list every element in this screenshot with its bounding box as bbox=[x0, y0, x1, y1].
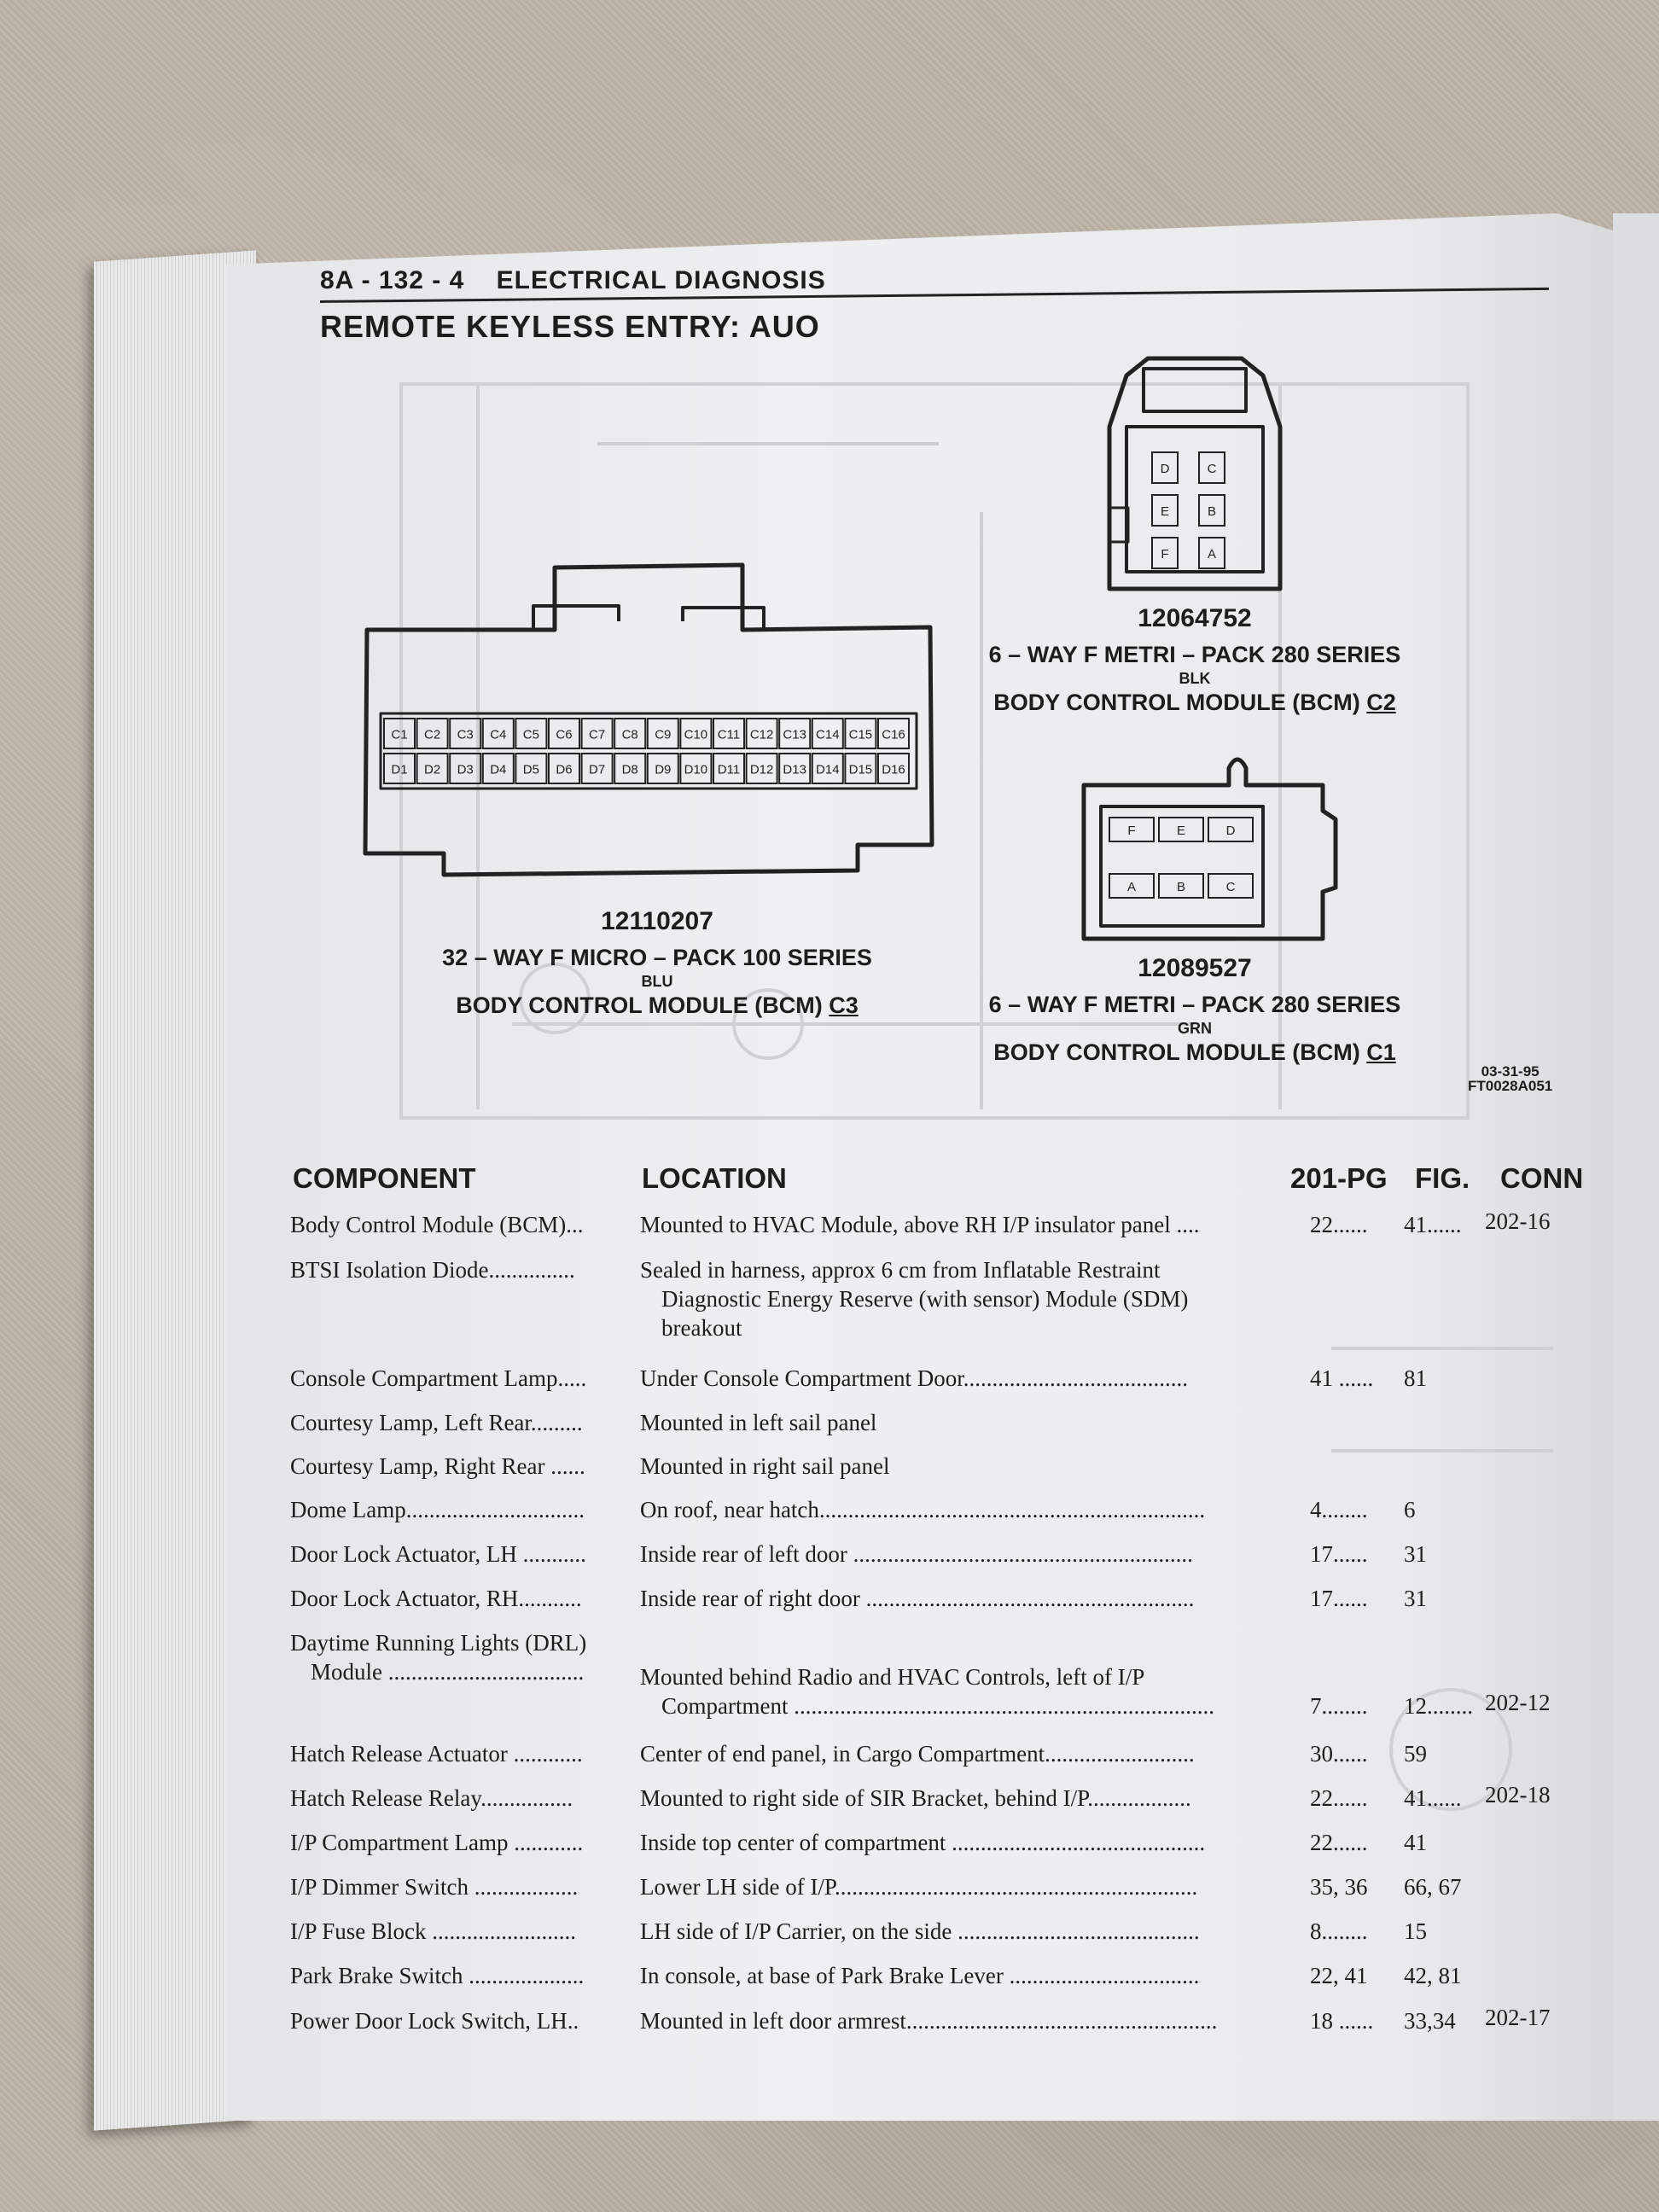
fig-cell: 15 bbox=[1404, 1918, 1427, 1944]
location-cell-cont: Compartment ......................................................................... bbox=[661, 1693, 1214, 1719]
fig-cell: 33,34 bbox=[1404, 2008, 1456, 2034]
c1-conn: C1 bbox=[1366, 1039, 1396, 1065]
location-cell-cont: breakout bbox=[661, 1315, 742, 1341]
c3-pin-bottom: D9 bbox=[655, 762, 672, 777]
c1-pin-top: D bbox=[1225, 824, 1236, 838]
c2-conn: C2 bbox=[1366, 690, 1396, 715]
component-cell: Park Brake Switch .................... bbox=[290, 1963, 585, 1988]
conn-cell: 202-17 bbox=[1485, 2005, 1551, 2030]
c3-pin-bottom: D16 bbox=[882, 762, 905, 777]
page-cell: 30...... bbox=[1310, 1741, 1368, 1767]
page-cell: 17...... bbox=[1310, 1541, 1368, 1567]
fig-cell: 59 bbox=[1404, 1741, 1427, 1767]
c3-pin-bottom: D5 bbox=[522, 762, 539, 777]
c3-bcm: BODY CONTROL MODULE (BCM) bbox=[456, 992, 823, 1018]
c3-pin-top: C4 bbox=[490, 727, 507, 742]
figure-date-code bbox=[1468, 1064, 1552, 1093]
c1-pin-top: F bbox=[1127, 824, 1136, 838]
page-cell: 35, 36 bbox=[1310, 1874, 1368, 1900]
location-cell: LH side of I/P Carrier, on the side .......................................... bbox=[640, 1918, 1200, 1944]
component-cell: Daytime Running Lights (DRL) bbox=[290, 1630, 587, 1656]
c3-pin-bottom: D6 bbox=[556, 762, 573, 777]
c3-pin-bottom: D12 bbox=[749, 762, 774, 777]
conn-cell: 202-12 bbox=[1485, 1690, 1551, 1715]
c3-color: BLU bbox=[641, 973, 673, 990]
component-cell: Dome Lamp............................... bbox=[290, 1497, 585, 1522]
location-cell: Inside rear of right door ......................................................... bbox=[640, 1586, 1195, 1611]
page-cell: 22...... bbox=[1310, 1830, 1368, 1855]
c3-pin-top: C13 bbox=[783, 727, 806, 742]
c1-color: GRN bbox=[1178, 1020, 1212, 1037]
conn-cell: 202-18 bbox=[1485, 1782, 1551, 1807]
location-cell: Mounted to right side of SIR Bracket, behind I/P.................. bbox=[640, 1785, 1191, 1811]
c1-connector-drawing bbox=[1084, 760, 1336, 939]
component-cell: I/P Dimmer Switch .................. bbox=[290, 1874, 579, 1900]
location-cell: Mounted behind Radio and HVAC Controls, left of I/P bbox=[640, 1664, 1145, 1690]
col-header-pg: 201-PG bbox=[1290, 1162, 1388, 1194]
c3-pin-top: C9 bbox=[655, 727, 672, 742]
c3-pin-top: C10 bbox=[684, 727, 708, 742]
c3-pin-top: C14 bbox=[816, 727, 840, 742]
c3-pin-bottom: D3 bbox=[457, 762, 474, 777]
c3-pin-bottom: D4 bbox=[490, 762, 507, 777]
location-cell: Mounted in left door armrest...................................................... bbox=[640, 2008, 1218, 2034]
date-code-date: 03-31-95 bbox=[1481, 1063, 1540, 1080]
col-header-conn: CONN bbox=[1500, 1162, 1584, 1194]
c1-pin-bottom: A bbox=[1126, 880, 1137, 894]
c2-pin: E bbox=[1160, 504, 1170, 519]
page-cell: 18 ...... bbox=[1310, 2008, 1374, 2034]
page-cell: 4........ bbox=[1310, 1497, 1368, 1522]
location-cell: Lower LH side of I/P............................................................... bbox=[640, 1874, 1198, 1900]
c3-pin-bottom: D1 bbox=[391, 762, 408, 777]
c2-label bbox=[981, 604, 1408, 716]
page-cell: 41 ...... bbox=[1310, 1365, 1374, 1391]
location-cell: Mounted in left sail panel bbox=[640, 1410, 877, 1435]
c3-pin-bottom: D10 bbox=[684, 762, 708, 777]
c3-pin-top: C11 bbox=[717, 727, 741, 742]
conn-cell: 202-16 bbox=[1485, 1208, 1551, 1234]
c3-pin-bottom: D15 bbox=[848, 762, 873, 777]
component-cell: Hatch Release Actuator ............ bbox=[290, 1741, 583, 1767]
c1-bcm: BODY CONTROL MODULE (BCM) bbox=[993, 1039, 1360, 1065]
c2-part-number: 12064752 bbox=[1138, 604, 1252, 632]
c2-pin: D bbox=[1160, 462, 1170, 476]
c2-pin: B bbox=[1207, 504, 1217, 519]
location-cell: Mounted in right sail panel bbox=[640, 1453, 890, 1479]
c3-conn: C3 bbox=[829, 992, 859, 1018]
col-header-fig: FIG. bbox=[1415, 1162, 1470, 1194]
c1-pin-top: E bbox=[1176, 824, 1186, 838]
c3-label bbox=[393, 907, 922, 1019]
location-cell: In console, at base of Park Brake Lever ................................. bbox=[640, 1963, 1200, 1988]
fig-cell: 12........ bbox=[1404, 1693, 1473, 1719]
c3-part-number: 12110207 bbox=[601, 907, 713, 935]
c2-pin: A bbox=[1207, 547, 1217, 562]
chapter-title: ELECTRICAL DIAGNOSIS bbox=[496, 266, 826, 294]
page-cell: 22...... bbox=[1310, 1785, 1368, 1811]
c1-description: 6 – WAY F METRI – PACK 280 SERIES bbox=[988, 992, 1401, 1017]
page-cell: 8........ bbox=[1310, 1918, 1368, 1944]
component-cell: Courtesy Lamp, Right Rear ...... bbox=[290, 1453, 585, 1479]
fig-cell: 66, 67 bbox=[1404, 1874, 1462, 1900]
c3-pin-bottom: D13 bbox=[783, 762, 806, 777]
fig-cell: 81 bbox=[1404, 1365, 1427, 1391]
c1-part-number: 12089527 bbox=[1138, 954, 1252, 982]
component-cell: Body Control Module (BCM)... bbox=[290, 1212, 584, 1237]
c3-description: 32 – WAY F MICRO – PACK 100 SERIES bbox=[442, 945, 872, 970]
c2-color: BLK bbox=[1179, 670, 1211, 687]
fig-cell: 41...... bbox=[1404, 1785, 1462, 1811]
section-number: 8A - 132 - 4 bbox=[320, 266, 465, 294]
c3-pin-top: C1 bbox=[391, 727, 408, 742]
fig-cell: 31 bbox=[1404, 1541, 1427, 1567]
c3-pin-bottom: D7 bbox=[589, 762, 606, 777]
c2-connector-drawing bbox=[1109, 358, 1280, 589]
location-cell-cont: Diagnostic Energy Reserve (with sensor) Module (SDM) bbox=[661, 1286, 1189, 1312]
page-cell: 17...... bbox=[1310, 1586, 1368, 1611]
page-cell: 22...... bbox=[1310, 1212, 1368, 1237]
fig-cell: 6 bbox=[1404, 1497, 1416, 1522]
c3-pin-top: C2 bbox=[424, 727, 441, 742]
c2-description: 6 – WAY F METRI – PACK 280 SERIES bbox=[988, 642, 1401, 667]
c3-pin-top: C8 bbox=[621, 727, 638, 742]
c3-pin-top: C15 bbox=[848, 727, 873, 742]
c3-pin-top: C6 bbox=[556, 727, 573, 742]
component-cell-cont: Module .................................. bbox=[311, 1659, 585, 1685]
fig-cell: 31 bbox=[1404, 1586, 1427, 1611]
c3-pin-bottom: D2 bbox=[424, 762, 441, 777]
location-cell: Inside rear of left door ........................................................... bbox=[640, 1541, 1193, 1567]
c2-pin: C bbox=[1207, 462, 1217, 476]
col-header-component: COMPONENT bbox=[293, 1162, 476, 1194]
component-cell: BTSI Isolation Diode............... bbox=[290, 1257, 575, 1283]
date-code-id: FT0028A051 bbox=[1468, 1078, 1553, 1094]
c3-pin-top: C12 bbox=[749, 727, 774, 742]
fig-cell: 42, 81 bbox=[1404, 1963, 1462, 1988]
c1-label bbox=[981, 954, 1408, 1066]
page-cell: 7........ bbox=[1310, 1693, 1368, 1719]
component-cell: Hatch Release Relay................ bbox=[290, 1785, 573, 1811]
location-cell: Sealed in harness, approx 6 cm from Inflatable Restraint bbox=[640, 1257, 1161, 1283]
location-cell: Center of end panel, in Cargo Compartment.......................... bbox=[640, 1741, 1195, 1767]
c1-pin-bottom: C bbox=[1225, 880, 1236, 894]
c2-pin: F bbox=[1161, 547, 1169, 562]
fig-cell: 41 bbox=[1404, 1830, 1427, 1855]
page-cell: 22, 41 bbox=[1310, 1963, 1368, 1988]
location-cell: Mounted to HVAC Module, above RH I/P insulator panel .... bbox=[640, 1212, 1200, 1237]
location-cell: Inside top center of compartment ............................................ bbox=[640, 1830, 1206, 1855]
col-header-location: LOCATION bbox=[642, 1162, 787, 1194]
c3-pin-top: C3 bbox=[457, 727, 474, 742]
fig-cell: 41...... bbox=[1404, 1212, 1462, 1237]
c3-pin-bottom: D8 bbox=[621, 762, 638, 777]
page-title: REMOTE KEYLESS ENTRY: AUO bbox=[320, 309, 820, 344]
c3-pin-top: C16 bbox=[882, 727, 905, 742]
c1-pin-bottom: B bbox=[1176, 880, 1186, 894]
c3-pin-top: C7 bbox=[589, 727, 606, 742]
c2-bcm: BODY CONTROL MODULE (BCM) bbox=[993, 690, 1360, 715]
c3-pin-top: C5 bbox=[522, 727, 539, 742]
component-cell: I/P Fuse Block ......................... bbox=[290, 1918, 577, 1944]
location-cell: Under Console Compartment Door....................................... bbox=[640, 1365, 1188, 1391]
component-cell: I/P Compartment Lamp ............ bbox=[290, 1830, 584, 1855]
component-cell: Courtesy Lamp, Left Rear......... bbox=[290, 1410, 583, 1435]
location-cell: On roof, near hatch................................................................... bbox=[640, 1497, 1206, 1522]
component-cell: Power Door Lock Switch, LH.. bbox=[290, 2008, 579, 2034]
component-cell: Door Lock Actuator, RH........... bbox=[290, 1586, 582, 1611]
component-cell: Door Lock Actuator, LH ........... bbox=[290, 1541, 586, 1567]
c3-pin-bottom: D14 bbox=[816, 762, 840, 777]
component-cell: Console Compartment Lamp..... bbox=[290, 1365, 587, 1391]
c3-pin-bottom: D11 bbox=[717, 762, 741, 777]
